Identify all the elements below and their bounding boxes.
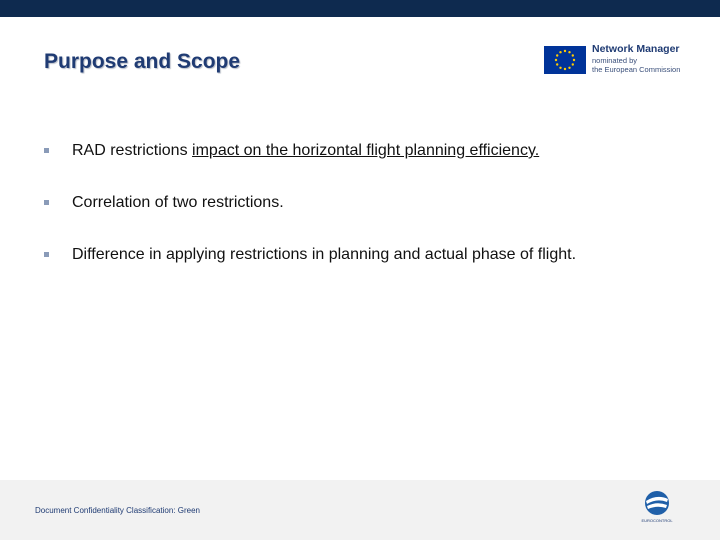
top-bar [0,0,720,17]
bullet-text: Correlation of two restrictions. [72,194,284,211]
classification-text: Document Confidentiality Classification: Green [35,506,200,515]
bullet-text [72,142,539,160]
slide-title: Purpose and Scope [44,50,241,73]
footer [0,480,720,540]
eu-star-icon [572,63,574,65]
bullet-item [44,246,694,298]
eu-star-icon [555,59,557,61]
bullet-square-icon [44,252,49,257]
eurocontrol-label: EUROCONTROL [641,518,673,523]
eu-star-icon [568,51,570,53]
eu-star-icon [572,54,574,56]
bullet-list [44,142,694,298]
eu-flag-icon [544,46,586,74]
bullet-text: Difference in applying restrictions in planning and actual phase of flight. [72,246,577,263]
bullet-item [44,194,694,246]
bullet-square-icon [44,148,49,153]
eu-star-icon [568,67,570,69]
eu-star-icon [559,51,561,53]
eu-star-icon [564,50,566,52]
bullet-square-icon [44,200,49,205]
bullet-prefix: RAD restrictions [72,142,193,159]
logo-line-3: the European Commission [592,64,681,74]
bullet-underlined-text: impact on the horizontal flight planning efficiency. [192,142,540,159]
logo-line-2: nominated by [592,55,638,65]
eu-star-icon [559,67,561,69]
network-manager-logo [544,44,694,76]
eu-star-icon [564,68,566,70]
logo-name: Network Manager [592,43,680,55]
eu-star-icon [556,54,558,56]
eurocontrol-logo [638,490,676,526]
eu-star-icon [556,63,558,65]
eurocontrol-emblem-icon [638,490,676,520]
bullet-item [44,142,694,194]
eu-star-icon [573,59,575,61]
